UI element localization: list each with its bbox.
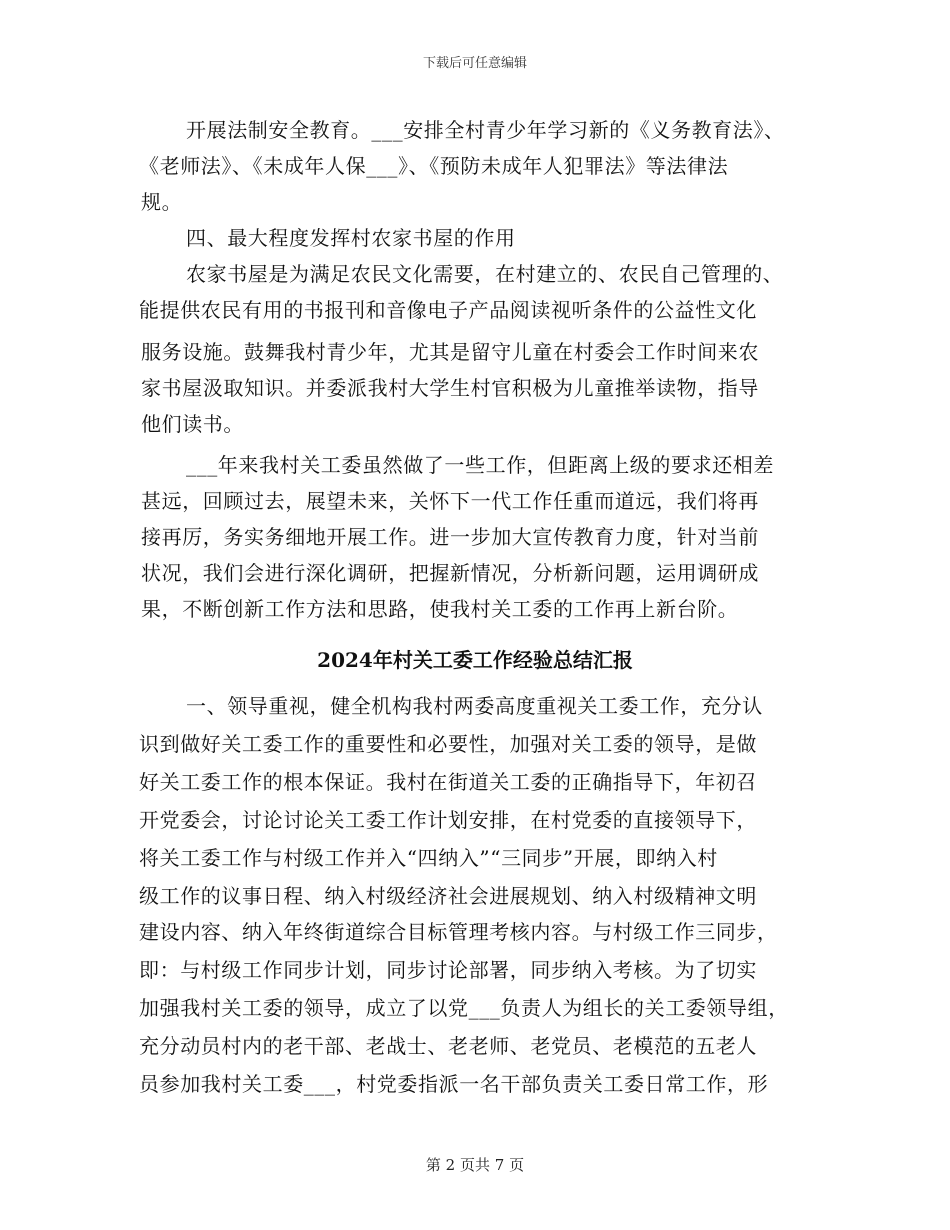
body-line: 开党委会，讨论讨论关工委工作计划安排，在村党委的直接领导下， <box>139 808 757 832</box>
section-heading: 四、最大程度发挥村农家书屋的作用 <box>186 226 516 250</box>
body-line: 将关工委工作与村级工作并入“四纳入”“三同步”开展，即纳入村 <box>139 846 718 870</box>
body-line: 他们读书。 <box>141 412 244 436</box>
body-line: 加强我村关工委的领导，成立了以党___负责人为组长的关工委领导组， <box>139 996 789 1020</box>
page-header: 下载后可任意编辑 <box>422 56 527 71</box>
body-line: 状况，我们会进行深化调研，把握新情况，分析新问题，运用调研成 <box>141 561 759 585</box>
body-line: 好关工委工作的根本保证。我村在街道关工委的正确指导下，年初召 <box>139 770 757 794</box>
body-line: 一、领导重视，健全机构我村两委高度重视关工委工作，充分认 <box>186 694 763 718</box>
body-line: 识到做好关工委工作的重要性和必要性，加强对关工委的领导，是做 <box>139 732 757 756</box>
body-line: 服务设施。鼓舞我村青少年，尤其是留守儿童在村委会工作时间来农 <box>141 340 759 364</box>
body-line: 果，不断创新工作方法和思路，使我村关工委的工作再上新台阶。 <box>141 597 739 621</box>
body-line: 《老师法》、《未成年人保___》、《预防未成年人犯罪法》等法律法 <box>139 154 729 178</box>
document-title: 2024年村关工委工作经验总结汇报 <box>317 648 633 672</box>
page-footer: 第 2 页共 7 页 <box>425 1156 525 1174</box>
body-line: 建设内容、纳入年终街道综合目标管理考核内容。与村级工作三同步， <box>139 920 778 944</box>
body-line: 开展法制安全教育。___安排全村青少年学习新的《义务教育法》、 <box>186 118 785 142</box>
body-line: 能提供农民有用的书报刊和音像电子产品阅读视听条件的公益性文化 <box>139 298 757 322</box>
body-line: 即：与村级工作同步计划，同步讨论部署，同步纳入考核。为了切实 <box>139 958 757 982</box>
body-line: 接再厉，务实务细地开展工作。进一步加大宣传教育力度，针对当前 <box>141 525 759 549</box>
body-line: ___年来我村关工委虽然做了一些工作，但距离上级的要求还相差 <box>186 453 774 477</box>
body-line: 甚远，回顾过去，展望未来，关怀下一代工作任重而道远，我们将再 <box>141 489 759 513</box>
body-line: 员参加我村关工委___，村党委指派一名干部负责关工委日常工作，形 <box>139 1072 769 1096</box>
body-line: 级工作的议事日程、纳入村级经济社会进展规划、纳入村级精神文明 <box>139 884 757 908</box>
body-line: 规。 <box>141 190 183 214</box>
body-line: 家书屋汲取知识。并委派我村大学生村官积极为儿童推举读物，指导 <box>141 376 759 400</box>
body-line: 充分动员村内的老干部、老战士、老老师、老党员、老模范的五老人 <box>139 1034 757 1058</box>
body-line: 农家书屋是为满足农民文化需要，在村建立的、农民自己管理的、 <box>186 262 784 286</box>
